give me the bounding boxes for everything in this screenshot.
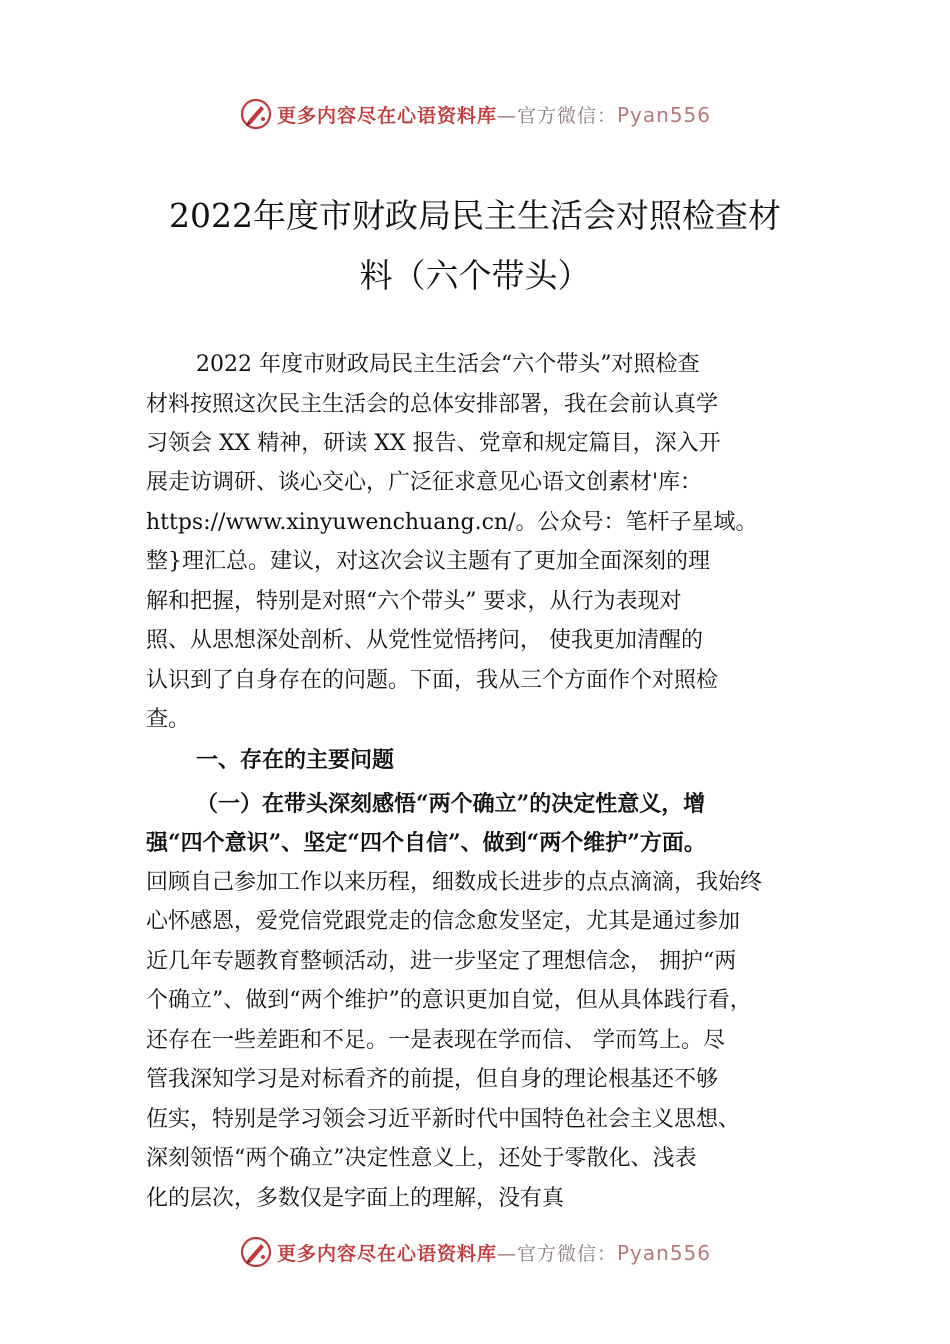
- subsection-heading-line-2: 强“四个意识”、坚定“四个自信”、做到“两个维护”方面。: [146, 830, 706, 856]
- subsection-heading-line-1: （一）在带头深刻感悟“两个确立”的决定性意义，增: [196, 791, 706, 817]
- body-line: 照、从思想深处剖析、从党性觉悟拷问， 使我更加清醒的: [146, 628, 703, 653]
- document-title-line-1: 2022年度市财政局民主生活会对照检查材: [169, 196, 781, 235]
- body-line: 仾实，特别是学习领会习近平新时代中国特色社会主义思想、: [146, 1107, 741, 1132]
- body-line: 深刻领悟“两个确立”决定性意义上，还处于零散化、浅表: [146, 1146, 697, 1171]
- body-line: 2022 年度市财政局民主生活会“六个带头”对照检查: [196, 352, 700, 377]
- body-line: 材料按照这次民主生活会的总体安排部署，我在会前认真学: [146, 392, 719, 417]
- banner-text: 更多内容尽在心语资料库—官方微信：Pyan556: [276, 102, 712, 127]
- body-line: 展走访调研、谈心交心，广泛征求意见心语文创素材'库：: [146, 470, 703, 495]
- banner-text: 更多内容尽在心语资料库—官方微信：Pyan556: [276, 1240, 712, 1265]
- pen-logo-icon: [239, 1235, 273, 1269]
- body-line: 还存在一些差距和不足。一是表现在学而信、 学而笃上。尽: [146, 1028, 725, 1053]
- body-line: 近几年专题教育整顿活动，进一步坚定了理想信念， 拥护“两: [146, 949, 737, 974]
- body-line: 认识到了自身存在的问题。下面，我从三个方面作个对照检: [146, 668, 719, 693]
- body-line: 个确立”、做到“两个维护”的意识更加自觉，但从具体践行看，: [146, 988, 752, 1013]
- document-title-line-2: 料（六个带头）: [359, 256, 591, 295]
- body-line: 解和把握，特别是对照“六个带头” 要求，从行为表现对: [146, 589, 682, 614]
- body-line: https://www.xinyuwenchuang.cn/。公众号：笔杆子星域。: [146, 510, 758, 535]
- body-line: 管我深知学习是对标看齐的前提，但自身的理论根基还不够: [146, 1067, 719, 1092]
- body-line: 心怀感恩，爱党信党跟党走的信念愈发坚定，尤其是通过参加: [146, 909, 741, 934]
- body-line: 回顾自己参加工作以来历程，细数成长进步的点点滴滴，我始终: [146, 870, 763, 895]
- header-banner: [0, 94, 950, 134]
- body-line: 整}理汇总。建议，对这次会议主题有了更加全面深刻的理: [146, 549, 710, 574]
- body-line: 化的层次，多数仅是字面上的理解，没有真: [146, 1186, 565, 1211]
- body-line: 习领会 XX 精神，研读 XX 报告、党章和规定篇目，深入开: [146, 431, 721, 456]
- footer-banner: [0, 1232, 950, 1272]
- section-heading: 一、存在的主要问题: [196, 748, 395, 773]
- body-line: 查。: [146, 707, 191, 732]
- pen-logo-icon: [239, 97, 273, 131]
